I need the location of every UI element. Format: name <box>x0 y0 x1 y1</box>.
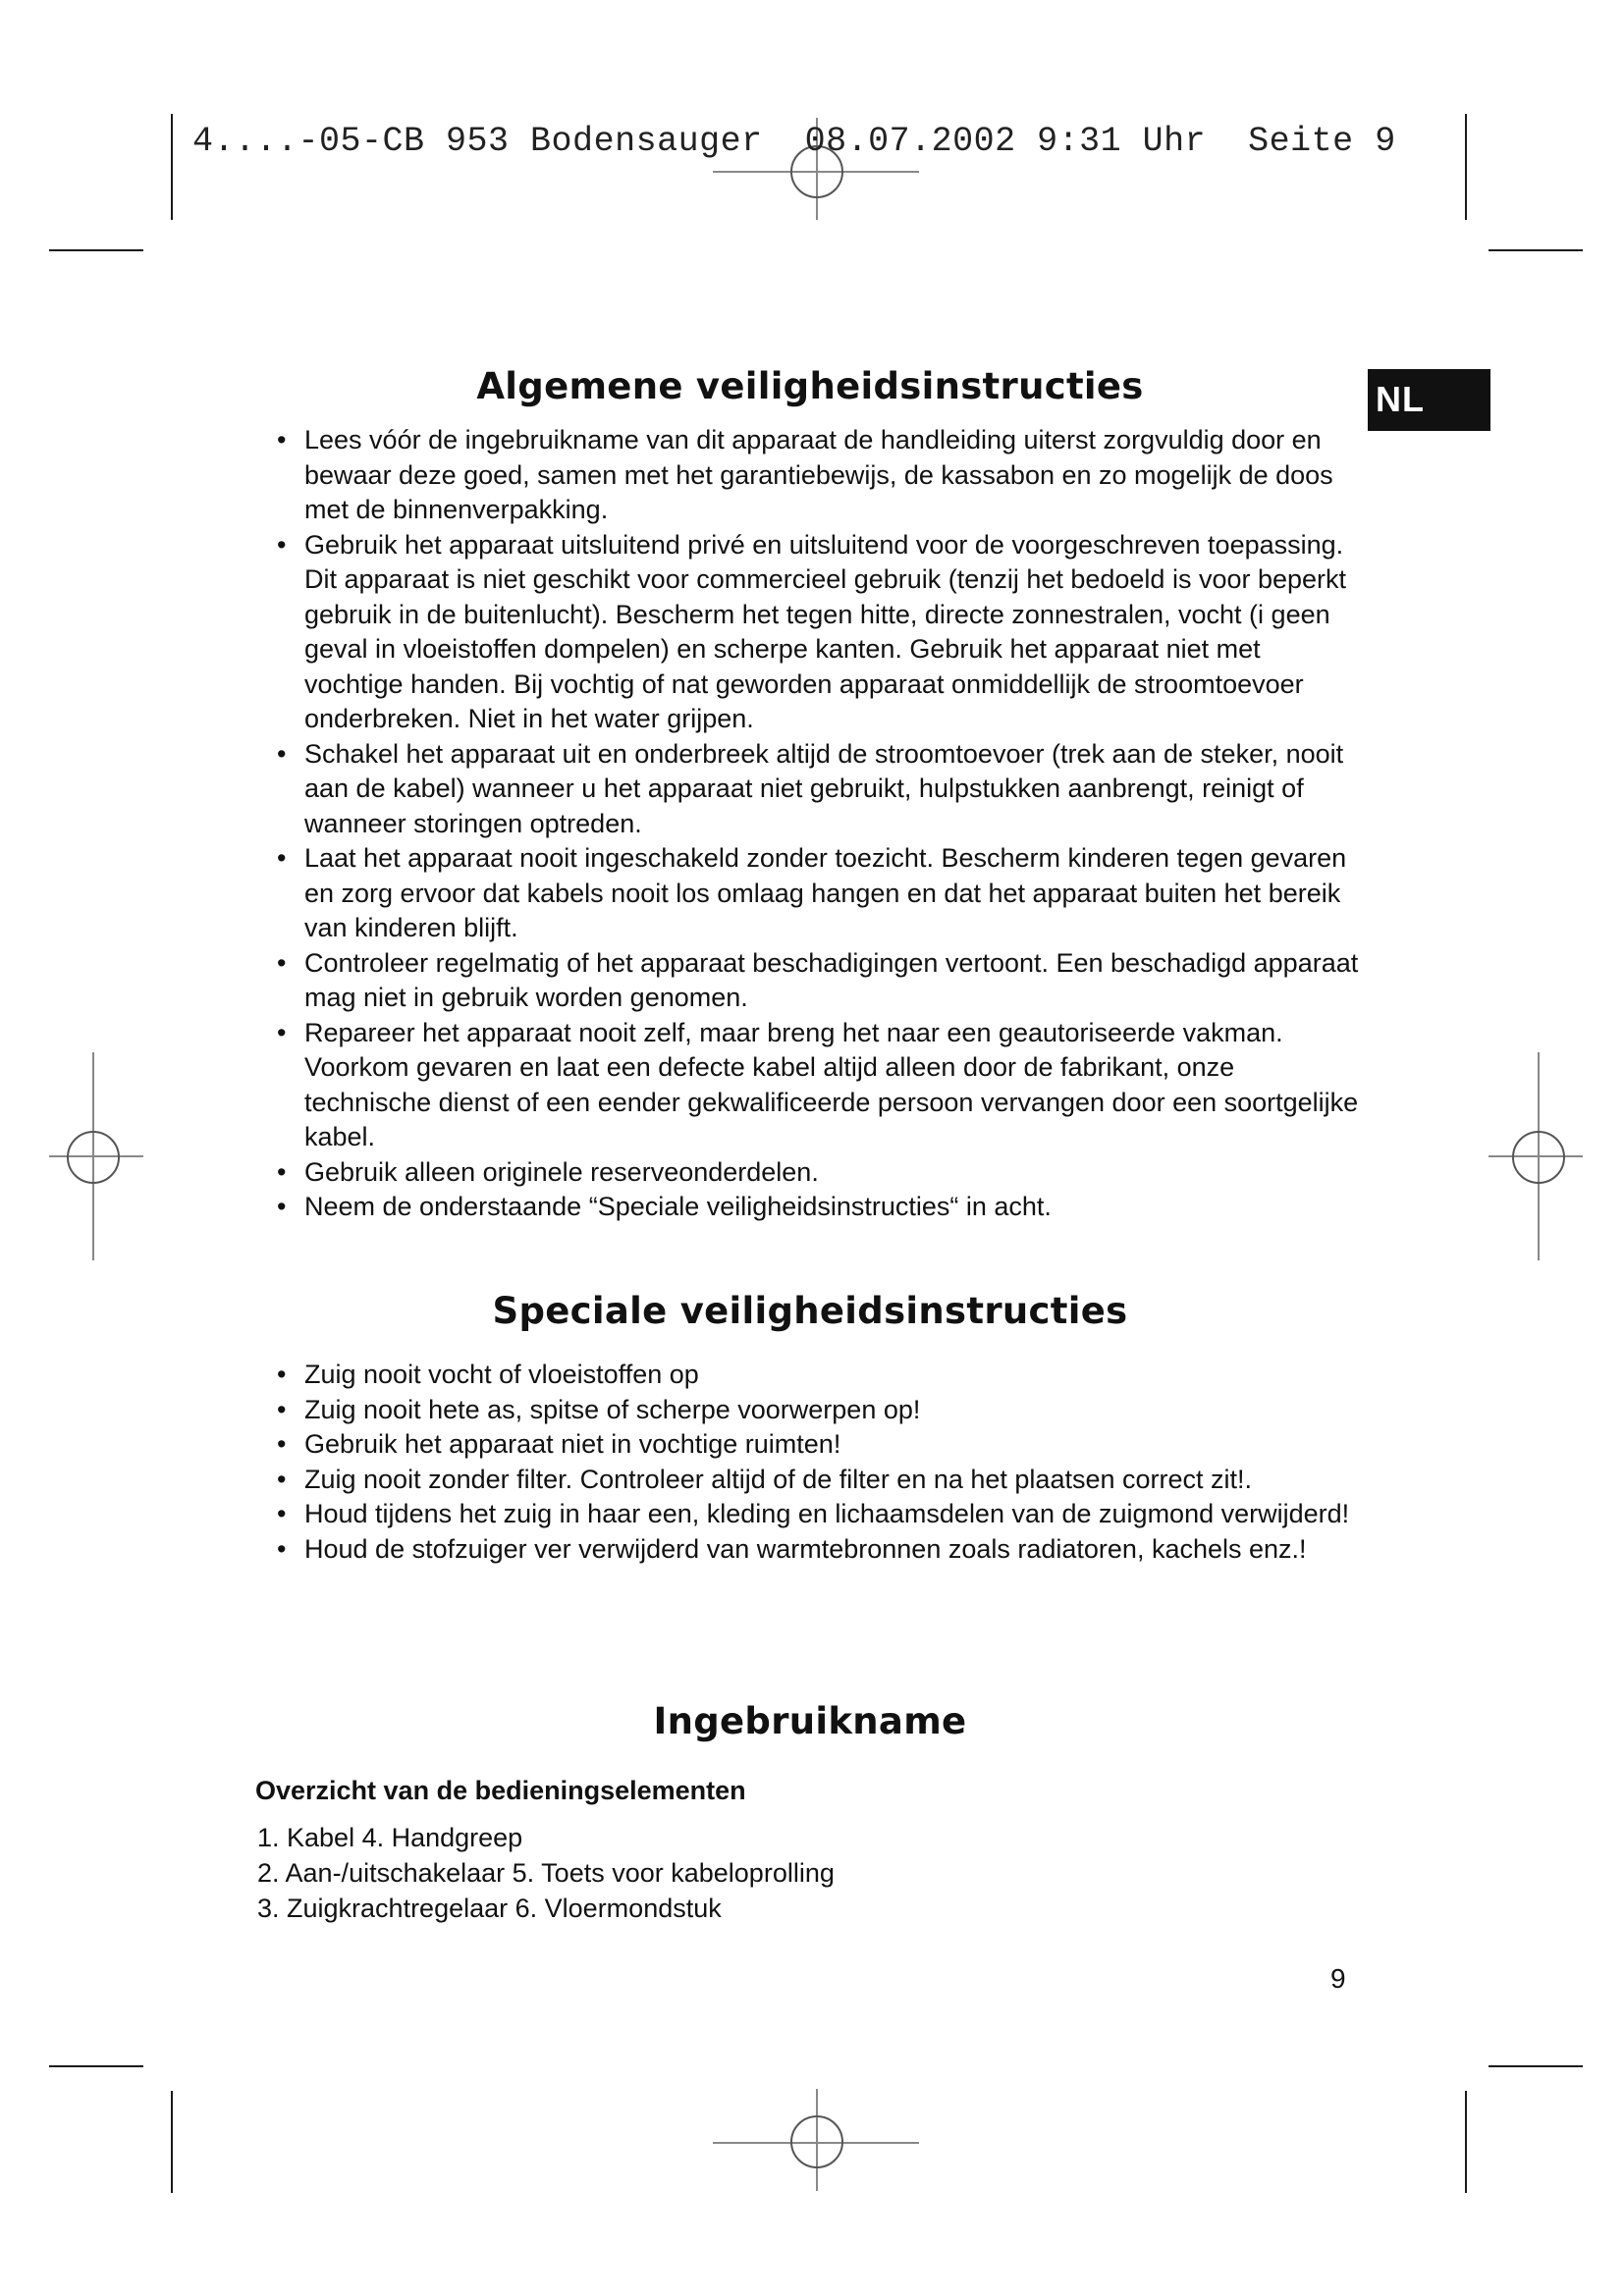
registration-mark <box>67 1131 120 1184</box>
section-general-safety <box>255 365 1365 1225</box>
crop-mark <box>1489 249 1583 251</box>
controls-list <box>255 1820 1365 1926</box>
list-item: • Zuig nooit hete as, spitse of scherpe voorwerpen op! <box>255 1393 1365 1428</box>
page-number: 9 <box>1330 1963 1346 1994</box>
print-slug-header: 4....-05-CB 953 Bodensauger 08.07.2002 9:31 Uhr Seite 9 <box>192 122 1396 161</box>
list-item: • Gebruik het apparaat uitsluitend privé en uitsluitend voor de voorgeschreven toepassing. Dit apparaat is niet geschikt voor commercieel gebruik (tenzij het bedoeld is voor beperkt gebruik in de buitenlucht). Bescherm het tegen hitte, directe zonnestralen, vocht (i geen geval in vloeistoffen dompelen) en scherpe kanten. Gebruik het apparaat niet met vochtige handen. Bij vochtig of nat geworden apparaat onmiddellijk de stroomtoevoer onderbreken. Niet in het water grijpen. <box>255 528 1365 737</box>
list-item: 1. Kabel 4. Handgreep <box>257 1823 523 1852</box>
section-title: Algemene veiligheidsinstructies <box>476 365 1144 407</box>
list-item: 2. Aan-/uitschakelaar 5. Toets voor kabeloprolling <box>257 1858 835 1888</box>
crop-mark <box>1489 2065 1583 2067</box>
crop-mark <box>49 249 143 251</box>
bullet-list <box>255 1358 1365 1567</box>
bullet-list <box>255 423 1365 1225</box>
list-item: • Zuig nooit vocht of vloeistoffen op <box>255 1358 1365 1393</box>
list-item: • Lees vóór de ingebruikname van dit apparaat de handleiding uiterst zorgvuldig door en bewaar deze goed, samen met het garantiebewijs, de kassabon en zo mogelijk de doos met de binnenverpakking. <box>255 423 1365 528</box>
section-title: Ingebruikname <box>653 1700 967 1742</box>
list-item: 3. Zuigkrachtregelaar 6. Vloermondstuk <box>257 1894 722 1923</box>
list-item: • Neem de onderstaande “Speciale veiligheidsinstructies“ in acht. <box>255 1190 1365 1225</box>
list-item: • Controleer regelmatig of het apparaat beschadigingen vertoont. Een beschadigd apparaat mag niet in gebruik worden genomen. <box>255 946 1365 1016</box>
crop-mark <box>171 114 173 220</box>
list-item: • Zuig nooit zonder filter. Controleer altijd of de filter en na het plaatsen correct zit!. <box>255 1463 1365 1498</box>
crop-mark <box>1465 114 1467 220</box>
subheading: Overzicht van de bedieningselementen <box>255 1776 746 1805</box>
list-item: • Laat het apparaat nooit ingeschakeld zonder toezicht. Bescherm kinderen tegen gevaren en zorg ervoor dat kabels nooit los omlaag hangen en dat het apparaat buiten het bereik van kinderen blijft. <box>255 841 1365 946</box>
list-item: • Schakel het apparaat uit en onderbreek altijd de stroomtoevoer (trek aan de steker, nooit aan de kabel) wanneer u het apparaat niet gebruikt, hulpstukken aanbrengt, reinigt of wanneer storingen optreden. <box>255 737 1365 842</box>
language-tab: NL <box>1368 369 1490 431</box>
list-item: • Repareer het apparaat nooit zelf, maar breng het naar een geautoriseerde vakman. Voorkom gevaren en laat een defecte kabel altijd alleen door de fabrikant, onze technische dienst of een eender gekwalificeerde persoon vervangen door een soortgelijke kabel. <box>255 1016 1365 1155</box>
list-item: • Houd tijdens het zuig in haar een, kleding en lichaamsdelen van de zuigmond verwijderd! <box>255 1497 1365 1532</box>
crop-mark <box>171 2091 173 2193</box>
section-special-safety <box>255 1290 1365 1567</box>
crop-mark <box>49 2065 143 2067</box>
list-item: • Houd de stofzuiger ver verwijderd van warmtebronnen zoals radiatoren, kachels enz.! <box>255 1532 1365 1568</box>
section-getting-started <box>255 1700 1365 1926</box>
list-item: • Gebruik het apparaat niet in vochtige ruimten! <box>255 1427 1365 1463</box>
section-title: Speciale veiligheidsinstructies <box>492 1290 1128 1332</box>
list-item: • Gebruik alleen originele reserveonderdelen. <box>255 1155 1365 1191</box>
registration-mark <box>1512 1131 1565 1184</box>
registration-mark <box>790 2115 843 2168</box>
crop-mark <box>1465 2091 1467 2193</box>
